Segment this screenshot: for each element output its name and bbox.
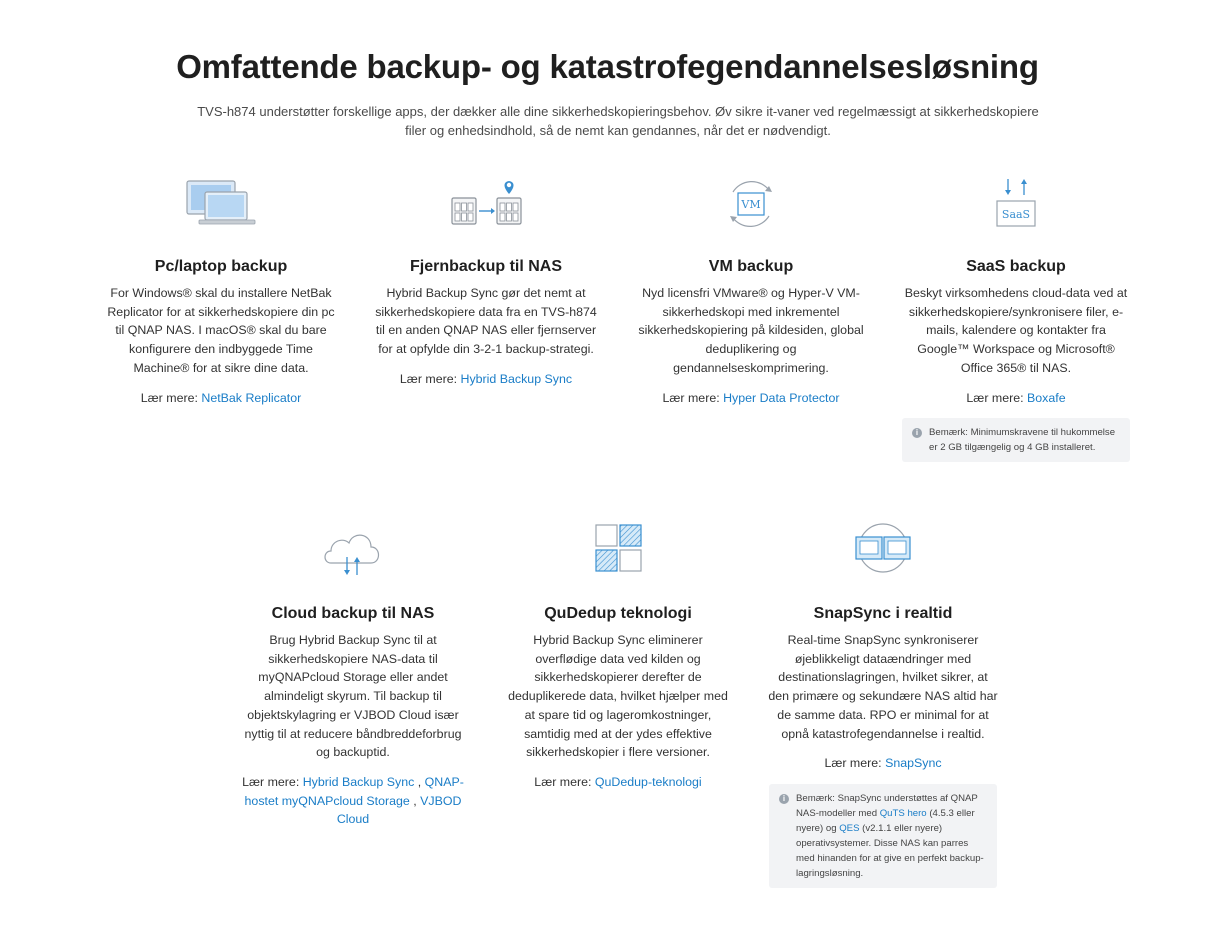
link-snapsync[interactable]: SnapSync <box>885 756 942 771</box>
card-title: VM backup <box>708 258 794 275</box>
card-title: QuDedup teknologi <box>544 605 692 622</box>
note-text-part: Bemærk: SnapSync understøttes af QNAP NAS-modeller med <box>796 792 978 819</box>
card-description: Nyd licensfri VMware® og Hyper-V VM-sikkerhedskopi med inkrementel sikkerhedskopiering på kildesiden, global deduplikering og gendannelseskomprimering. <box>638 286 864 375</box>
link-myqnapcloud-storage[interactable]: QNAP-hostet myQNAPcloud Storage <box>244 774 464 808</box>
link-hybrid-backup-sync[interactable]: Hybrid Backup Sync <box>460 371 573 386</box>
link-hybrid-backup-sync[interactable]: Hybrid Backup Sync <box>302 774 415 789</box>
learn-more-label: Lær mere: <box>140 390 198 405</box>
card-remote-nas-backup <box>371 176 601 389</box>
learn-more <box>371 370 601 389</box>
card-description: Hybrid Backup Sync eliminerer overflødige data ved kilden og sikkerhedskopierer derefter de deduplikerede data, hvilket hjælper med at spare tid og lageromkostninger, samtidig med at der ydes effektive sikkerhedskopier i flere versioner. <box>508 633 728 760</box>
learn-more-label: Lær mere: <box>534 774 592 789</box>
learn-more-label: Lær mere: <box>824 756 882 771</box>
card-vm-backup <box>636 176 866 407</box>
link-quts-hero[interactable]: QuTS hero <box>879 807 927 819</box>
vm-icon <box>711 176 791 232</box>
link-hyper-data-protector[interactable]: Hyper Data Protector <box>723 390 840 405</box>
card-title: Cloud backup til NAS <box>271 605 435 622</box>
saas-icon-label: SaaS <box>1001 208 1031 221</box>
card-description: Brug Hybrid Backup Sync til at sikkerhedskopiere NAS-data til myQNAPcloud Storage eller andet almindeligt skyrum. Til backup til objektskylagring er VJBOD Cloud især nyttig til at reducere båndbreddeforbrug og backuptid. <box>244 633 462 760</box>
card-description: Hybrid Backup Sync gør det nemt at sikkerhedskopiere data fra en TVS-h874 til en anden QNAP NAS eller fjernserver for at opfylde din 3-2-1 backup-strategi. <box>375 286 597 357</box>
card-cloud-backup <box>238 523 468 829</box>
section-intro: TVS-h874 understøtter forskellige apps, der dækker alle dine sikkerhedskopieringsbehov. Øv sikre it-vaner ved regelmæssigt at sikkerhedskopiere filer og enhedsindhold, så de nemt kan gendannes, når det er nødvendigt. <box>197 104 1039 138</box>
learn-more <box>768 754 998 773</box>
card-title: SnapSync i realtid <box>813 605 953 622</box>
learn-more <box>901 389 1131 408</box>
dedup-grid-icon <box>578 523 658 579</box>
card-qudedup <box>503 523 733 792</box>
card-title: Pc/laptop backup <box>154 258 288 275</box>
card-saas-backup <box>901 176 1131 462</box>
learn-more <box>106 389 336 408</box>
link-qes[interactable]: QES <box>839 822 860 834</box>
learn-more-label: Lær mere: <box>662 390 720 405</box>
section-title: Omfattende backup- og katastrofegendannelsesløsning <box>176 48 1039 85</box>
note-box <box>769 784 997 888</box>
note-text: Bemærk: Minimumskravene til hukommelse er 2 GB tilgængelig og 4 GB installeret. <box>929 427 1116 454</box>
note-box <box>902 418 1130 462</box>
card-description: Beskyt virksomhedens cloud-data ved at sikkerhedskopiere/synkronisere filer, e-mails, kalendere og kontakter fra Google™ Workspace og Microsoft® Office 365® til NAS. <box>904 286 1128 375</box>
vm-icon-label: VM <box>741 198 761 211</box>
laptop-computer-icon <box>181 176 261 232</box>
card-title: SaaS backup <box>966 258 1066 275</box>
info-icon: i <box>912 428 922 438</box>
snapsync-icon <box>843 523 923 579</box>
card-description: Real-time SnapSync synkroniserer øjeblikkeligt dataændringer med destinationslagringen, hvilket sikrer, at den primære og sekundære NAS altid har de samme data. RPO er minimal for at opnå katastrofegendannelse i realtid. <box>768 633 998 741</box>
card-description: For Windows® skal du installere NetBak Replicator for at sikkerhedskopiere din pc til QNAP NAS. I macOS® skal du bare konfigurere den indbyggede Time Machine® for at sikre dine data. <box>107 286 335 375</box>
link-boxafe[interactable]: Boxafe <box>1027 390 1066 405</box>
card-pc-laptop-backup <box>106 176 336 407</box>
nas-to-nas-icon <box>446 176 526 232</box>
learn-more <box>503 773 733 792</box>
note-text <box>796 791 987 881</box>
learn-more-label: Lær mere: <box>242 774 300 789</box>
info-icon: i <box>779 794 789 804</box>
note-text-part: (v2.1.1 eller nyere) operativsystemer. Disse NAS kan parres med hinanden for at give en perfekt backup-lagringsløsning. <box>796 822 984 879</box>
learn-more-label: Lær mere: <box>399 371 458 386</box>
link-vjbod-cloud[interactable]: VJBOD Cloud <box>336 793 462 827</box>
learn-more: Lær mere: Hybrid Backup Sync , QNAP-hostet myQNAPcloud Storage , VJBOD Cloud <box>242 774 464 827</box>
learn-more <box>636 389 866 408</box>
card-title: Fjernbackup til NAS <box>409 258 563 275</box>
cloud-sync-icon <box>313 523 393 579</box>
link-netbak-replicator[interactable]: NetBak Replicator <box>201 390 302 405</box>
saas-icon <box>976 176 1056 232</box>
note-text-part: (4.5.3 eller nyere) og <box>796 807 975 834</box>
learn-more-label: Lær mere: <box>966 390 1024 405</box>
card-snapsync <box>768 523 998 888</box>
link-qudedup-technology[interactable]: QuDedup-teknologi <box>594 774 702 789</box>
